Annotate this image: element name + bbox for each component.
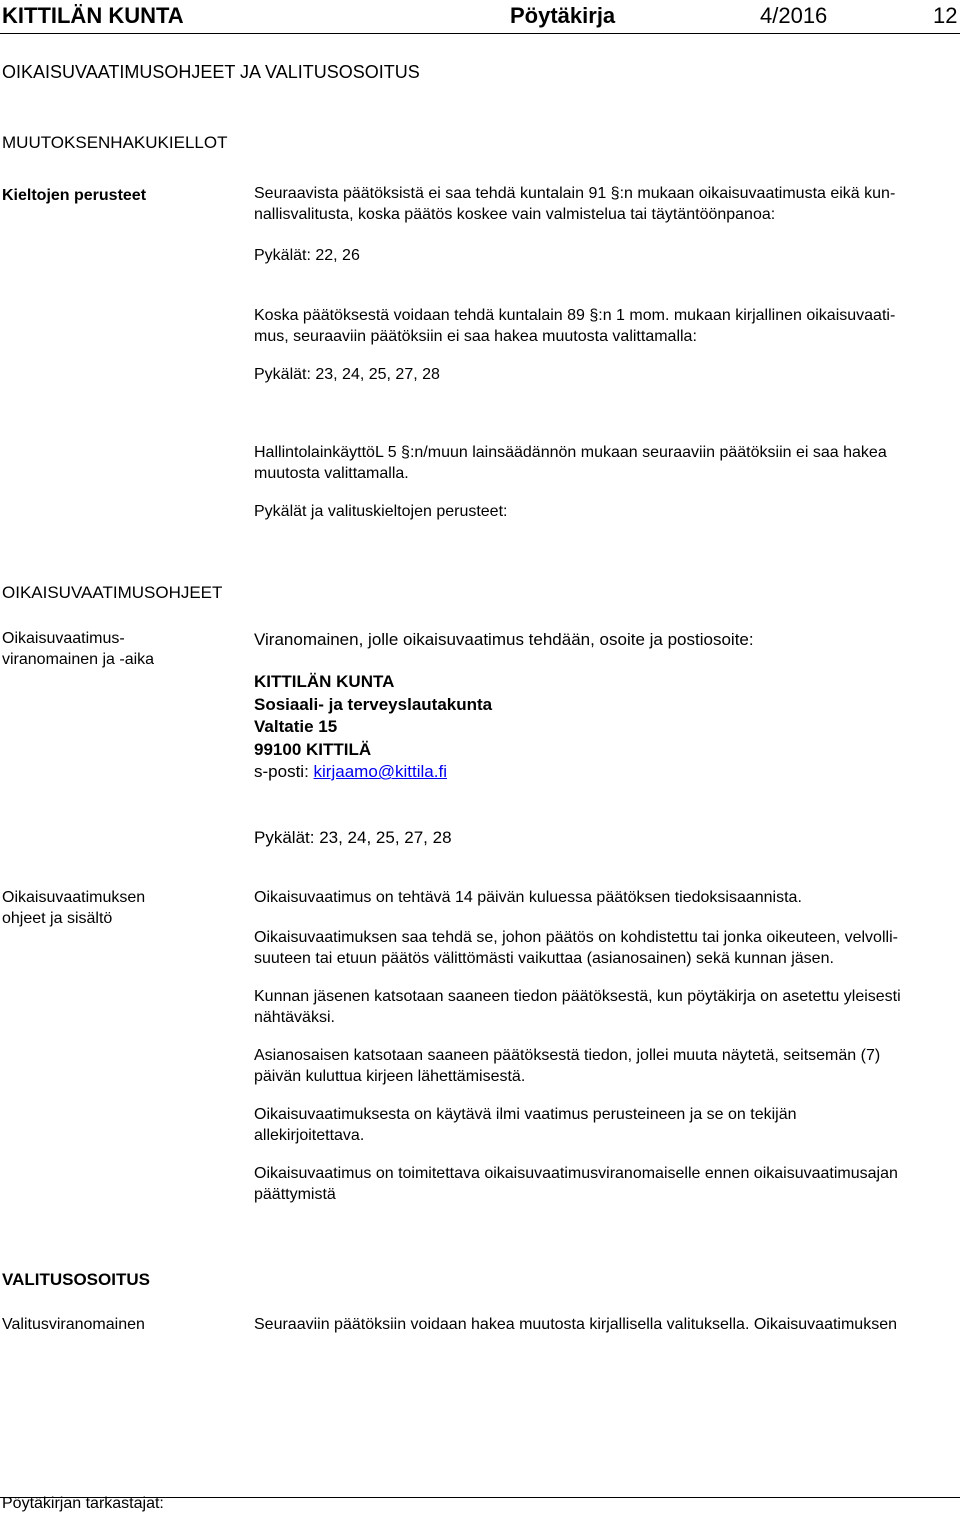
instruction-member-notice xyxy=(254,987,901,1028)
instruction-content-signature xyxy=(254,1105,797,1146)
address-line: KITTILÄN KUNTA xyxy=(254,672,395,691)
instruction-deadline: Oikaisuvaatimus on tehtävä 14 päivän kuluessa päätöksen tiedoksisaannista. xyxy=(254,889,802,906)
email-line xyxy=(254,761,447,784)
paragraph-line: Seuraavista päätöksistä ei saa tehdä kuntalain 91 §:n mukaan oikaisuvaatimusta eikä kun- xyxy=(254,185,896,202)
email-link[interactable]: kirjaamo@kittila.fi xyxy=(313,762,447,781)
paragraph-line: HallintolainkäyttöL 5 §:n/muun lainsäädännön mukaan seuraaviin päätöksiin ei saa hakea xyxy=(254,444,887,461)
authority-sections: Pykälät: 23, 24, 25, 27, 28 xyxy=(254,828,452,847)
instruction-party-notice xyxy=(254,1046,880,1087)
paragraph-line: allekirjoitettava. xyxy=(254,1126,365,1144)
paragraph-line: muutosta valittamalla. xyxy=(254,464,409,482)
prohibition-sections-3: Pykälät ja valituskieltojen perusteet: xyxy=(254,503,508,520)
municipality-name: KITTILÄN KUNTA xyxy=(2,3,184,28)
authority-address xyxy=(254,671,492,761)
paragraph-line: Asianosaisen katsotaan saaneen päätöksestä tiedon, jollei muuta näytetä, seitsemän (7) xyxy=(254,1047,881,1064)
paragraph-line: Oikaisuvaatimus on toimitettava oikaisuvaatimusviranomaiselle ennen oikaisuvaatimusajan xyxy=(254,1165,898,1182)
label-appeal-authority: Valitusviranomainen xyxy=(2,1316,145,1333)
prohibition-paragraph-3 xyxy=(254,443,887,484)
page-number: 12 xyxy=(933,3,958,28)
address-line: Valtatie 15 xyxy=(254,717,338,736)
address-line: Sosiaali- ja terveyslautakunta xyxy=(254,694,493,714)
label-authority-and-time xyxy=(2,629,154,670)
appeal-text: Seuraaviin päätöksiin voidaan hakea muutosta kirjallisella valituksella. Oikaisuvaatimuksen xyxy=(254,1316,897,1333)
label-line: Oikaisuvaatimus- xyxy=(2,630,125,647)
prohibition-paragraph-1 xyxy=(254,184,895,225)
label-line: viranomainen ja -aika xyxy=(2,650,155,668)
prohibition-paragraph-2 xyxy=(254,306,895,347)
section-heading-valitusosoitus: VALITUSOSOITUS xyxy=(2,1270,150,1289)
instruction-who-may-appeal xyxy=(254,928,898,969)
paragraph-line: päivän kuluttua kirjeen lähettämisestä. xyxy=(254,1067,526,1085)
email-label: s-posti: xyxy=(254,762,314,781)
label-line: Oikaisuvaatimuksen xyxy=(2,889,146,906)
paragraph-line: nallisvalitusta, koska päätös koskee vain valmistelua tai täytäntöönpanoa: xyxy=(254,205,776,223)
label-instructions-and-content xyxy=(2,888,145,929)
paragraph-line: päättymistä xyxy=(254,1185,336,1203)
label-line: ohjeet ja sisältö xyxy=(2,909,113,927)
document-type: Pöytäkirja xyxy=(510,3,616,28)
paragraph-line: suuteen tai etuun päätös välittömästi vaikuttaa (asianosainen) sekä kunnan jäsen. xyxy=(254,949,834,967)
paragraph-line: Oikaisuvaatimuksen saa tehdä se, johon päätös on kohdistettu tai jonka oikeuteen, velvolli- xyxy=(254,929,898,946)
paragraph-line: Oikaisuvaatimuksesta on käytävä ilmi vaatimus perusteineen ja se on tekijän xyxy=(254,1106,797,1123)
footer-reviewers-label: Pöytäkirjan tarkastajat: xyxy=(2,1495,164,1512)
section-heading-oikaisuvaatimusohjeet: OIKAISUVAATIMUSOHJEET xyxy=(2,583,223,602)
address-line: 99100 KITTILÄ xyxy=(254,739,372,759)
paragraph-line: nähtäväksi. xyxy=(254,1008,335,1026)
authority-intro: Viranomainen, jolle oikaisuvaatimus tehdään, osoite ja postiosoite: xyxy=(254,630,754,649)
main-title: OIKAISUVAATIMUSOHJEET JA VALITUSOSOITUS xyxy=(2,62,420,82)
header-divider xyxy=(0,33,960,34)
label-kieltojen-perusteet: Kieltojen perusteet xyxy=(2,187,147,204)
paragraph-line: Koska päätöksestä voidaan tehdä kuntalain 89 §:n 1 mom. mukaan kirjallinen oikaisuvaati- xyxy=(254,307,896,324)
prohibition-sections-1: Pykälät: 22, 26 xyxy=(254,247,360,264)
paragraph-line: Kunnan jäsenen katsotaan saaneen tiedon päätöksestä, kun pöytäkirja on asetettu yleisesti xyxy=(254,988,901,1005)
section-heading-muutoksenhakukiellot: MUUTOKSENHAKUKIELLOT xyxy=(2,133,228,152)
instruction-delivery xyxy=(254,1164,898,1205)
document-number: 4/2016 xyxy=(760,3,828,28)
paragraph-line: mus, seuraaviin päätöksiin ei saa hakea muutosta valittamalla: xyxy=(254,327,697,345)
prohibition-sections-2: Pykälät: 23, 24, 25, 27, 28 xyxy=(254,366,440,383)
